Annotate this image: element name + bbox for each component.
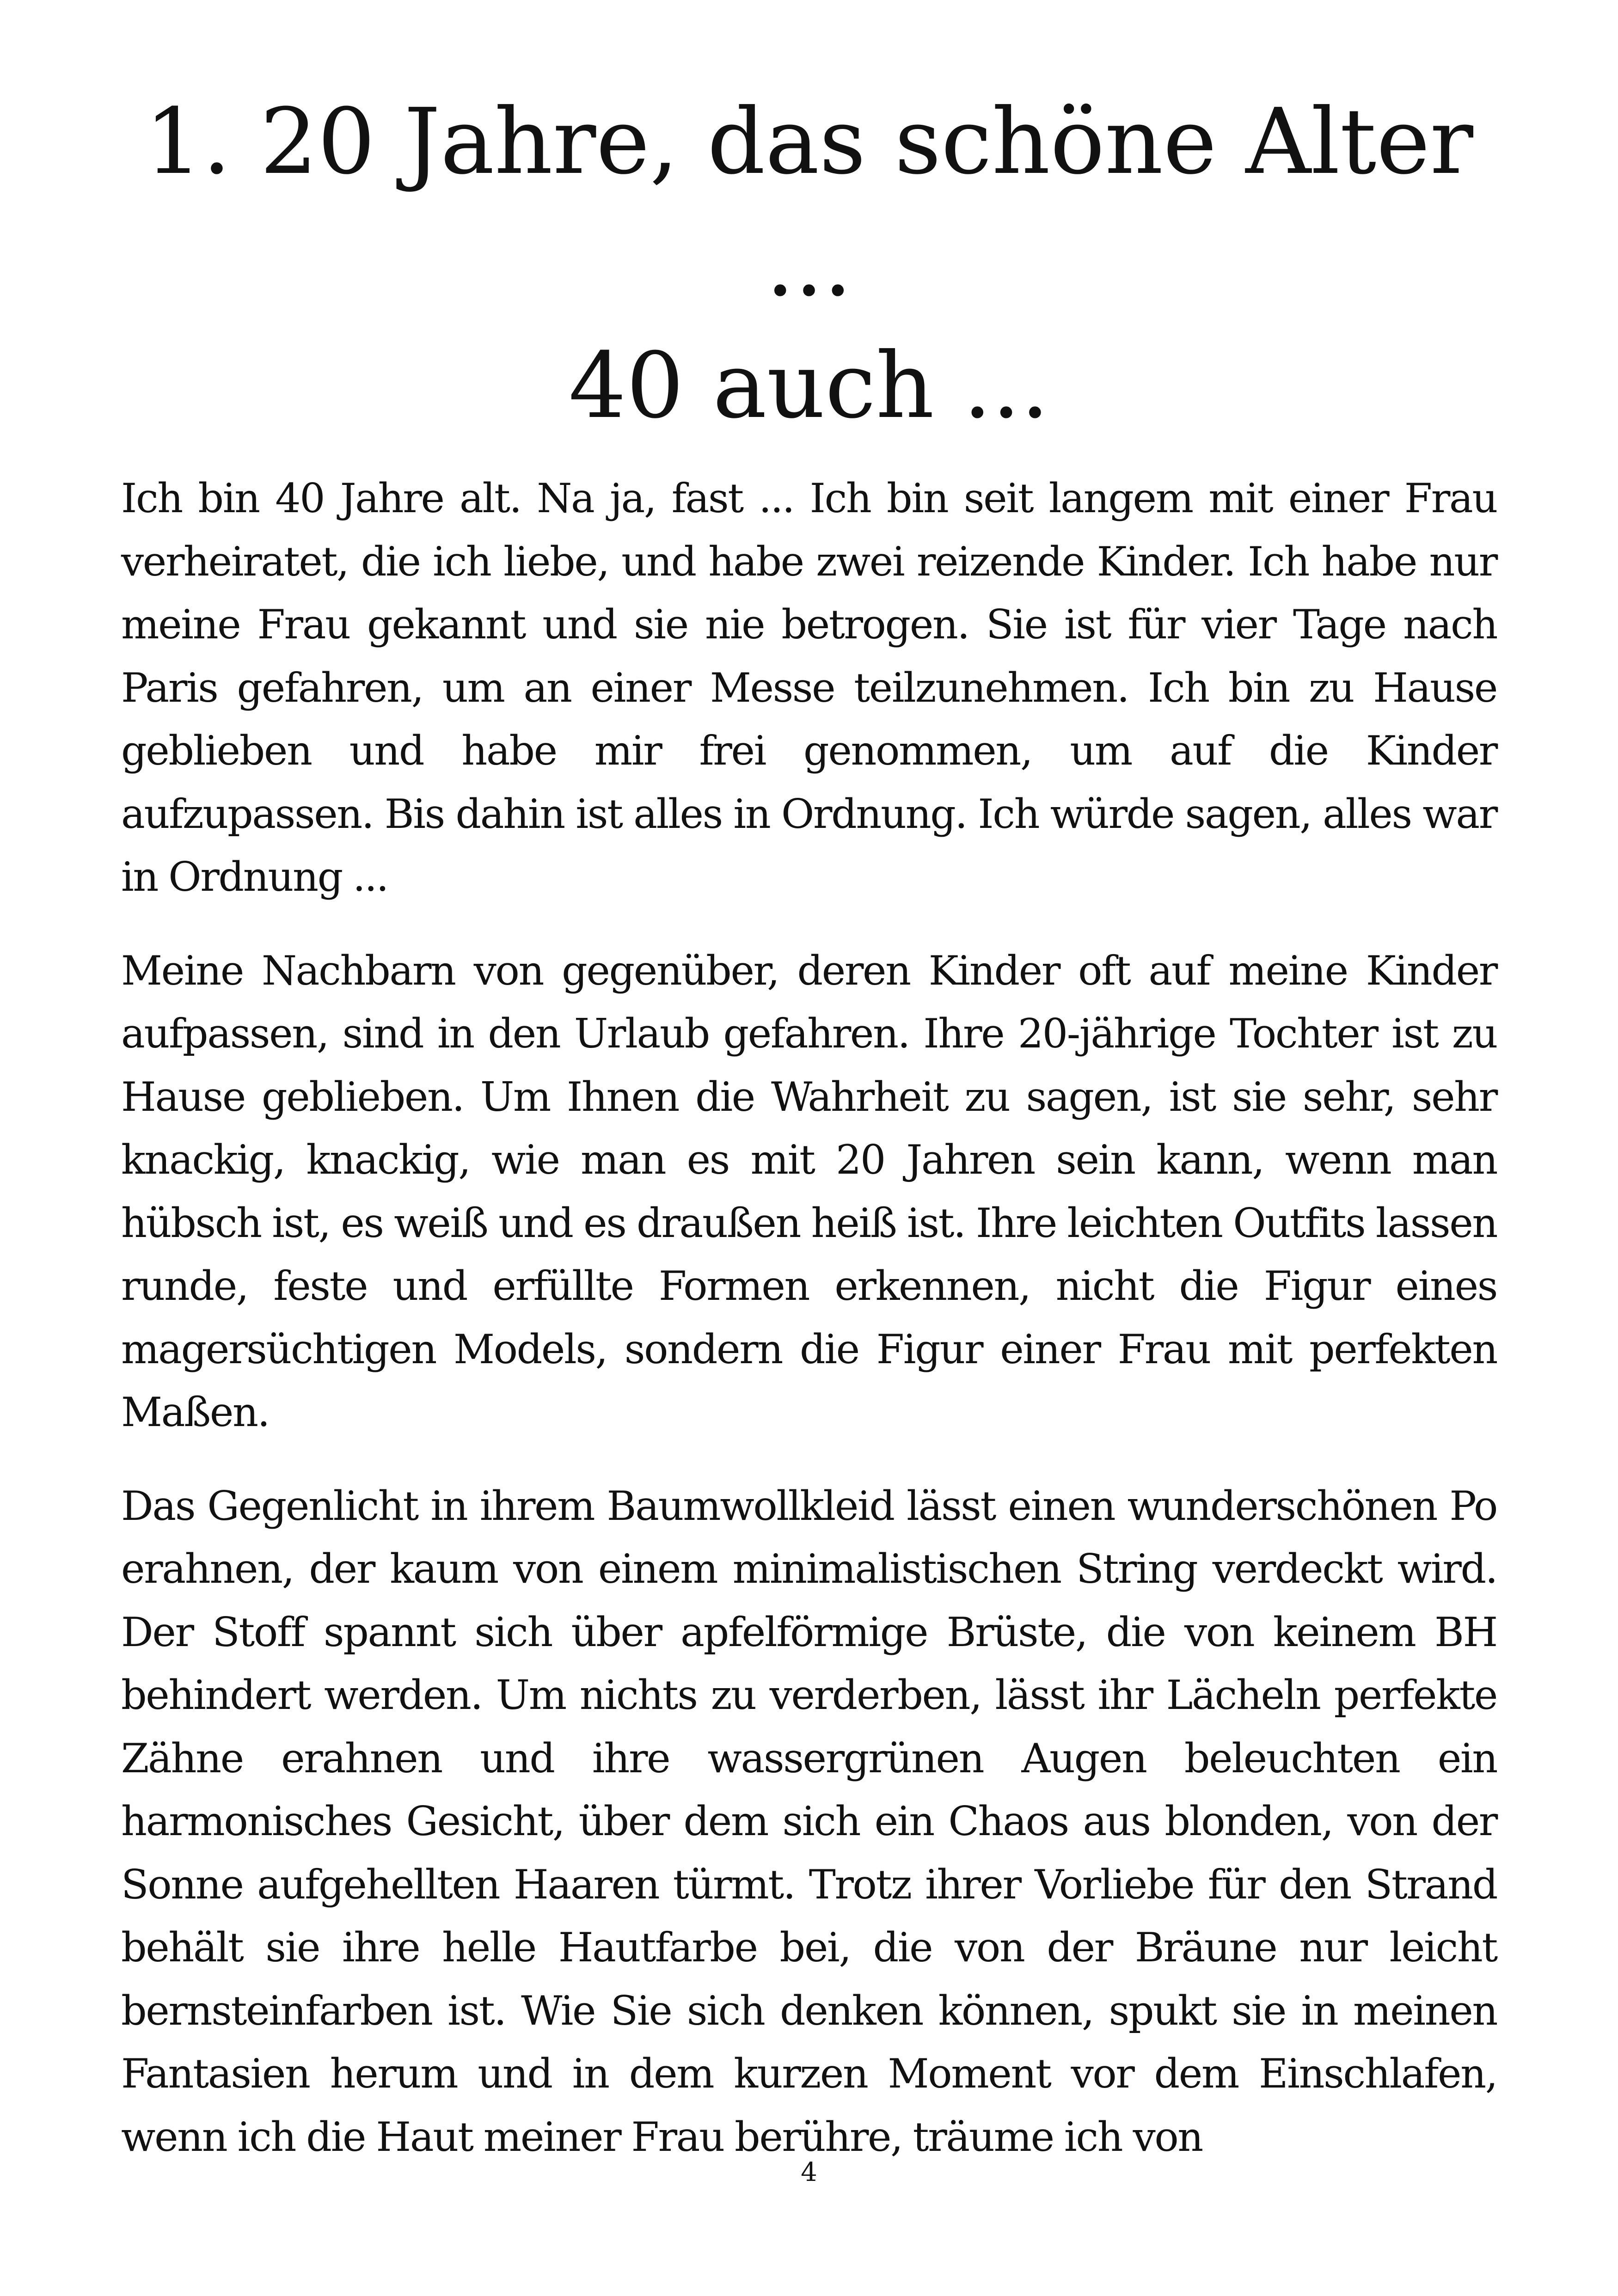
chapter-title-line-2: 40 auch ...: [568, 333, 1049, 439]
body-text: [121, 467, 1497, 2199]
paragraph-1: Ich bin 40 Jahre alt. Na ja, fast ... Ich bin seit langem mit einer Frau verheiratet, die ich liebe, und habe zwei reizende Kinder. Ich habe nur meine Frau gekannt und sie nie betrogen. Sie ist für vier Tage nach Paris gefahren, um an einer Messe teilzunehmen. Ich bin zu Hause geblieben und habe mir frei genommen, um auf die Kinder aufzupassen. Bis dahin ist alles in Ordnung. Ich würde sagen, alles war in Ordnung ...: [121, 475, 1497, 900]
paragraph-2: Meine Nachbarn von gegenüber, deren Kinder oft auf meine Kinder aufpassen, sind in den Urlaub gefahren. Ihre 20-jährige Tochter ist zu Hause geblieben. Um Ihnen die Wahrheit zu sagen, ist sie sehr, sehr knackig, knackig, wie man es mit 20 Jahren sein kann, wenn man hübsch ist, es weiß und es draußen heiß ist. Ihre leichten Outfits lassen runde, feste und erfüllte Formen erkennen, nicht die Figur eines magersüchtigen Models, sondern die Figur einer Frau mit perfekten Maßen.: [121, 947, 1497, 1436]
chapter-title-line-1: 1. 20 Jahre, das schöne Alter ...: [145, 89, 1473, 317]
chapter-title: [121, 81, 1497, 447]
page-number: 4: [801, 2157, 817, 2187]
paragraph-3: Das Gegenlicht in ihrem Baumwollkleid lässt einen wunderschönen Po erahnen, der kaum von einem minimalistischen String verdeckt wird. Der Stoff spannt sich über apfelförmige Brüste, die von keinem BH behindert werden. Um nichts zu verderben, lässt ihr Lächeln perfekte Zähne erahnen und ihre wassergrünen Augen beleuchten ein harmonisches Gesicht, über dem sich ein Chaos aus blonden, von der Sonne aufgehellten Haaren türmt. Trotz ihrer Vorliebe für den Strand behält sie ihre helle Hautfarbe bei, die von der Bräune nur leicht bernsteinfarben ist. Wie Sie sich denken können, spukt sie in meinen Fantasien herum und in dem kurzen Moment vor dem Einschlafen, wenn ich die Haut meiner Frau berühre, träume ich von: [121, 1482, 1497, 2161]
